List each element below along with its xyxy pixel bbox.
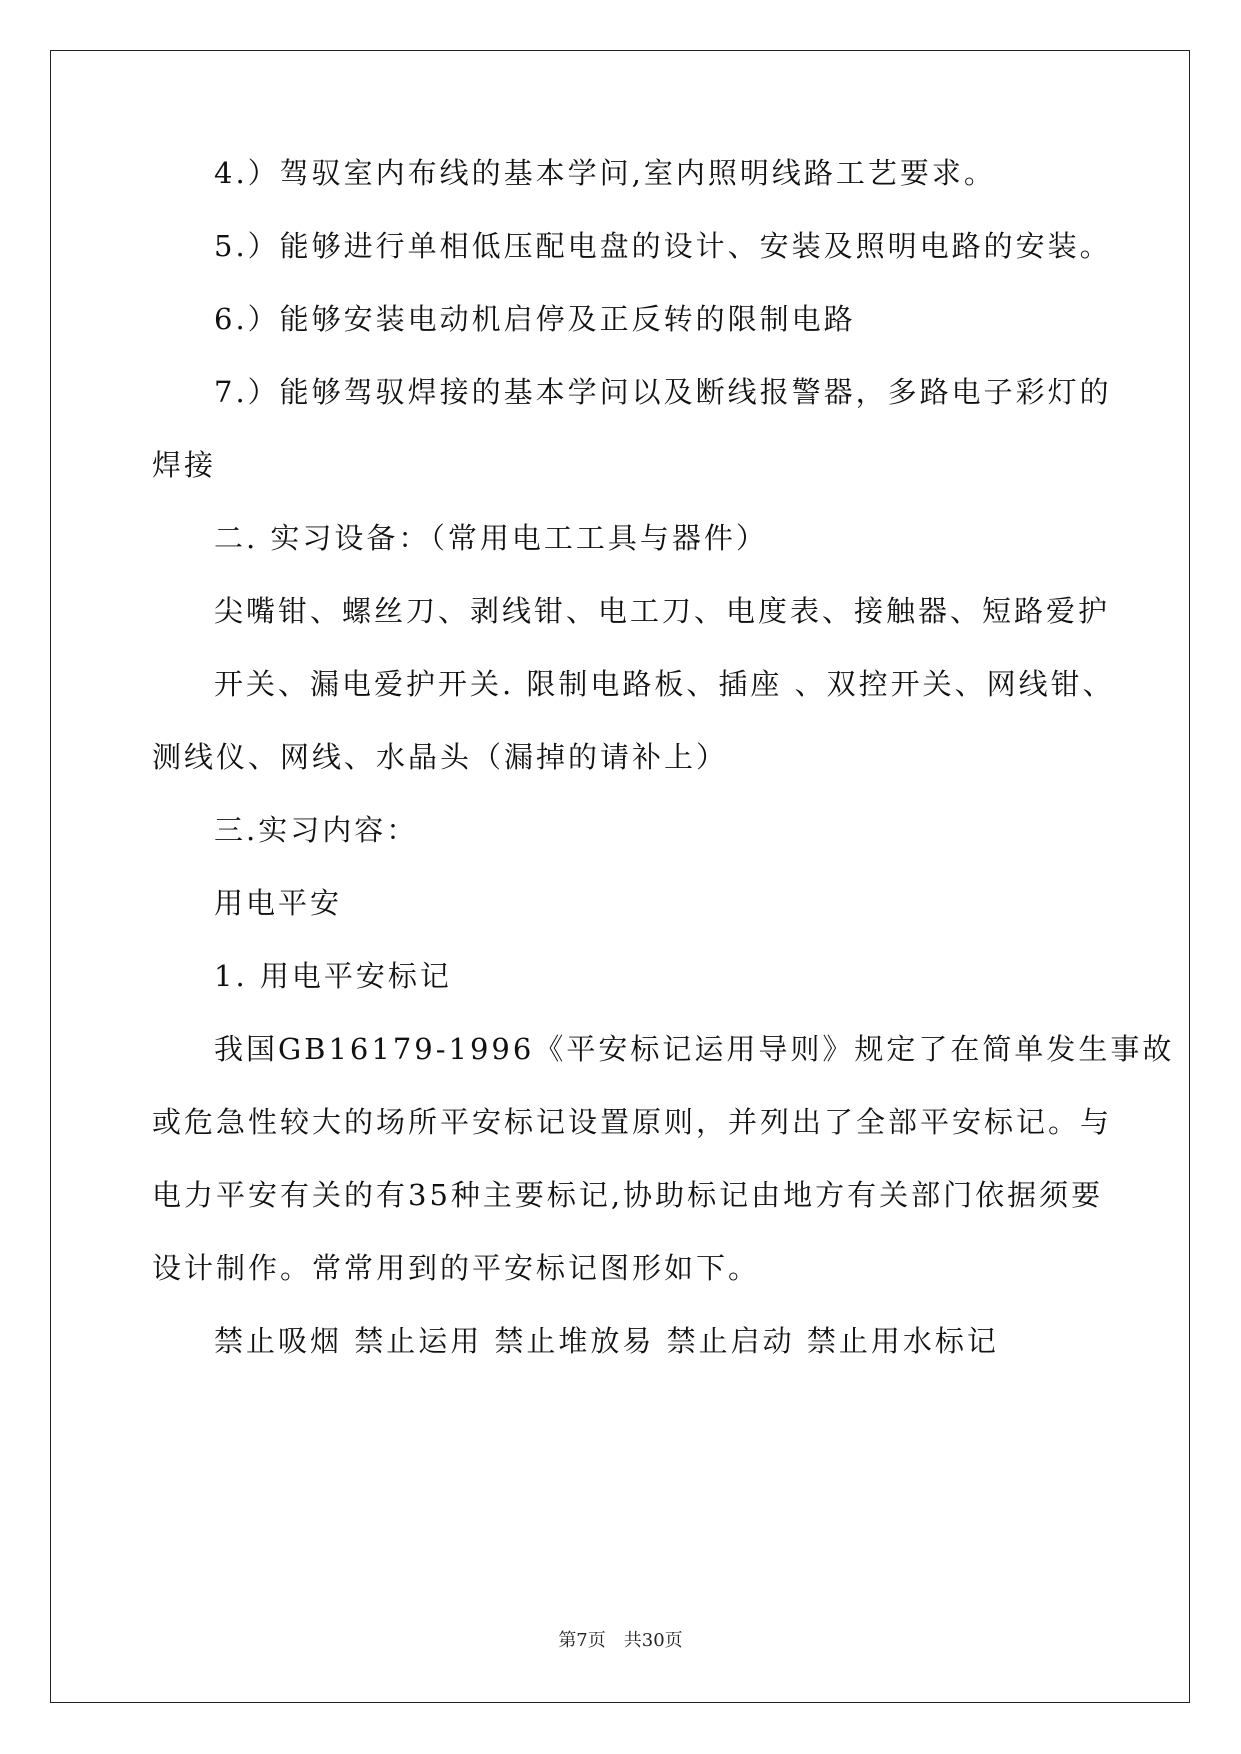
subheading-safety-signs: 1. 用电平安标记	[214, 959, 452, 993]
paragraph-line: 我国GB16179-1996《平安标记运用导则》规定了在简单发生事故	[214, 1032, 1175, 1066]
sign-captions: 禁止吸烟 禁止运用 禁止堆放易 禁止启动 禁止用水标记	[214, 1324, 999, 1358]
section-heading-content: 三.实习内容：	[214, 813, 419, 847]
paragraph-line: 开关、漏电爱护开关. 限制电路板、插座 、双控开关、网线钳、	[214, 667, 1115, 701]
list-item-7-continued: 焊接	[152, 448, 217, 482]
list-item-6: 6.）能够安装电动机启停及正反转的限制电路	[214, 302, 856, 336]
page-number: 第7页 共30页	[558, 1630, 683, 1651]
paragraph-line: 测线仪、网线、水晶头（漏掉的请补上）	[152, 740, 729, 774]
paragraph-line: 尖嘴钳、螺丝刀、剥线钳、电工刀、电度表、接触器、短路爱护	[214, 594, 1111, 628]
page-border	[50, 50, 1190, 1703]
section-heading-equipment: 二. 实习设备：（常用电工工具与器件）	[214, 521, 768, 555]
paragraph-line: 电力平安有关的有35种主要标记,协助标记由地方有关部门依据须要	[152, 1178, 1104, 1212]
paragraph-line: 设计制作。常常用到的平安标记图形如下。	[152, 1251, 761, 1285]
list-item-4: 4.）驾驭室内布线的基本学问,室内照明线路工艺要求。	[214, 156, 996, 190]
list-item-7: 7.）能够驾驭焊接的基本学问以及断线报警器，多路电子彩灯的	[214, 375, 1112, 409]
list-item-5: 5.）能够进行单相低压配电盘的设计、安装及照明电路的安装。	[214, 229, 1112, 263]
subheading-electrical-safety: 用电平安	[214, 886, 343, 920]
paragraph-line: 或危急性较大的场所平安标记设置原则，并列出了全部平安标记。与	[152, 1105, 1113, 1139]
